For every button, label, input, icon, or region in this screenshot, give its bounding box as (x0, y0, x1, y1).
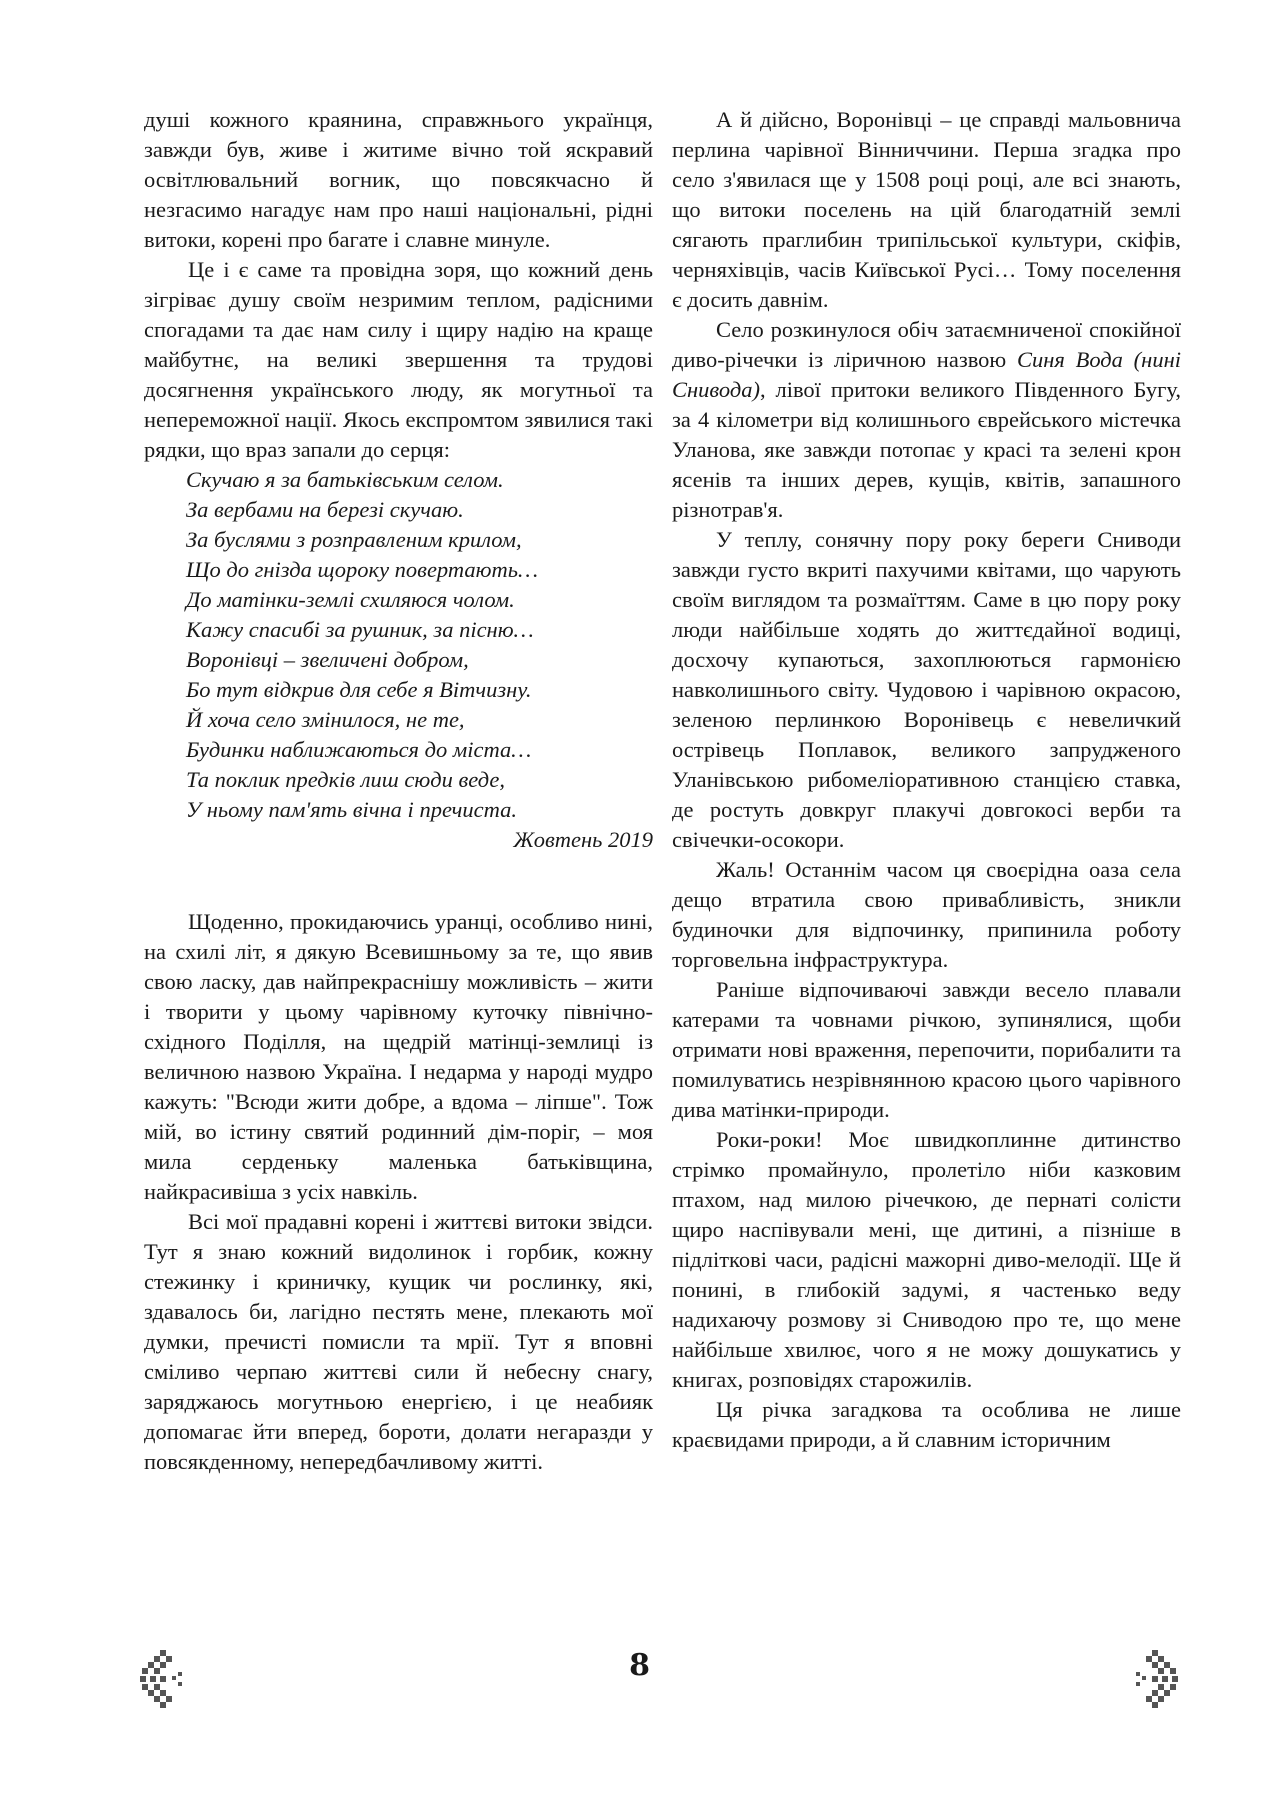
poem-line: Бо тут відкрив для себе я Вітчизну. (186, 677, 532, 702)
paragraph: Це і є саме та провідна зоря, що кожний день зігріває душу своїм незримим теплом, радісними спогадами та дає нам силу і щиру надію на краще майбутнє, на великі звершення та трудові досягнення українського люду, як могутньої та непереможної нації. Якось експромтом зявилися такі рядки, що враз запали до серця: (144, 257, 653, 462)
poem-date: Жовтень 2019 (513, 827, 653, 852)
poem-line: Й хоча село змінилося, не те, (186, 707, 465, 732)
embroidery-ornament-icon (1130, 1650, 1178, 1714)
left-column (144, 105, 653, 1477)
text-run: Село розкинулося обіч затаємниченої спокійної диво-річечки із ліричною назвою (672, 317, 1181, 372)
poem (144, 465, 653, 825)
paragraph: душі кожного краянина, справжнього українця, завжди був, живе і житиме вічно той яскравий освітлювальний вогник, що повсякчасно й незгасимо нагадує нам про наші національні, рідні витоки, корені про багате і славне минуле. (144, 107, 653, 252)
paragraph: Роки-роки! Моє швидкоплинне дитинство стрімко промайнуло, пролетіло ніби казковим птахом, над милою річечкою, де пернаті солісти щиро наспівували мені, ще дитині, а пізніше в підліткові часи, радісні мажорні диво-мелодії. Ще й понині, в глибокій задумі, я частенько веду надихаючу розмову зі Сниводою про те, що мене найбільше хвилює, чого я не можу дошукатись у книгах, розповідях старожилів. (672, 1127, 1181, 1392)
poem-line: Скучаю я за батьківським селом. (186, 467, 504, 492)
section-spacer (144, 855, 653, 907)
paragraph: Ця річка загадкова та особлива не лише краєвидами природи, а й славним історичним (672, 1397, 1181, 1452)
paragraph (672, 315, 1181, 525)
paragraph: А й дійсно, Воронівці – це справді мальовнича перлина чарівної Вінниччини. Перша згадка про село з'явилася ще у 1508 році році, але всі знають, що витоки поселень на цій благодатній землі сягають праглибин трипільської культури, скіфів, черняхівців, часів Київської Русі… Тому поселення є досить давнім. (672, 107, 1181, 312)
paragraph: У теплу, сонячну пору року береги Сниводи завжди густо вкриті пахучими квітами, що чарують своїм виглядом та розмаїттям. Саме в цю пору року люди найбільше ходять до життєдайної водиці, досхочу купаються, захоплюються гармонією навколишнього світу. Чудовою і чарівною окрасою, зеленою перлинкою Воронівець є невеличкий острівець Поплавок, великого запрудженого Уланівською рибомеліоративною станцією ставка, де ростуть довкруг плакучі довгокосі верби та свічечки-осокори. (672, 527, 1181, 852)
page-number: 8 (629, 1648, 650, 1683)
poem-line: Воронівці – звеличені добром, (186, 647, 469, 672)
poem-line: Кажу спасибі за рушник, за пісню… (186, 617, 534, 642)
poem-line: За буслями з розправленим крилом, (186, 527, 522, 552)
poem-line: У ньому пам'ять вічна і пречиста. (186, 797, 517, 822)
river-name-italic: Синя Вода (нині Снивода) (672, 347, 1181, 402)
poem-line: Та поклик предків лиш сюди веде, (186, 767, 505, 792)
paragraph: Раніше відпочиваючі завжди весело плавали катерами та човнами річкою, зупинялися, щоби отримати нові враження, перепочити, порибалити та помилуватись незрівнянною красою цього чарівного дива матінки-природи. (672, 977, 1181, 1122)
text-run: , лівої притоки великого Південного Бугу, за 4 кілометри від колишнього єврейського містечка Уланова, яке завжди потопає у красі та зелені крон ясенів та інших дерев, кущів, квітів, запашного різнотрав'я. (672, 377, 1181, 522)
poem-line: За вербами на березі скучаю. (186, 497, 464, 522)
paragraph: Всі мої прадавні корені і життєві витоки звідси. Тут я знаю кожний видолинок і горбик, кожну стежинку і криничку, кущик чи рослинку, які, здавалось би, лагідно пестять мене, плекають мої думки, пречисті помисли та мрії. Тут я вповні сміливо черпаю життєві сили й небесну снагу, заряджаюсь могутньою енергією, і це неабияк допомагає йти вперед, бороти, долати негаразди у повсякденному, непередбачливому житті. (144, 1209, 653, 1474)
paragraph: Жаль! Останнім часом ця своєрідна оаза села дещо втратила свою привабливість, зникли будиночки для відпочинку, припинила роботу торговельна інфраструктура. (672, 857, 1181, 972)
right-column (672, 105, 1181, 1455)
paragraph: Щоденно, прокидаючись уранці, особливо нині, на схилі літ, я дякую Всевишньому за те, що явив свою ласку, дав найпрекраснішу можливість – жити і творити у цьому чарівному куточку північно-східного Поділля, на щедрій матінці-землиці із величною назвою Україна. І недарма у народі мудро кажуть: "Всюди жити добре, а вдома – ліпше". Тож мій, во істину святий родинний дім-поріг, – моя мила серденьку маленька батьківщина, найкрасивіша з усіх навкіль. (144, 909, 653, 1204)
poem-line: Будинки наближаються до міста… (186, 737, 532, 762)
poem-line: До матінки-землі схиляюся чолом. (186, 587, 515, 612)
poem-line: Що до гнізда щороку повертають… (186, 557, 539, 582)
